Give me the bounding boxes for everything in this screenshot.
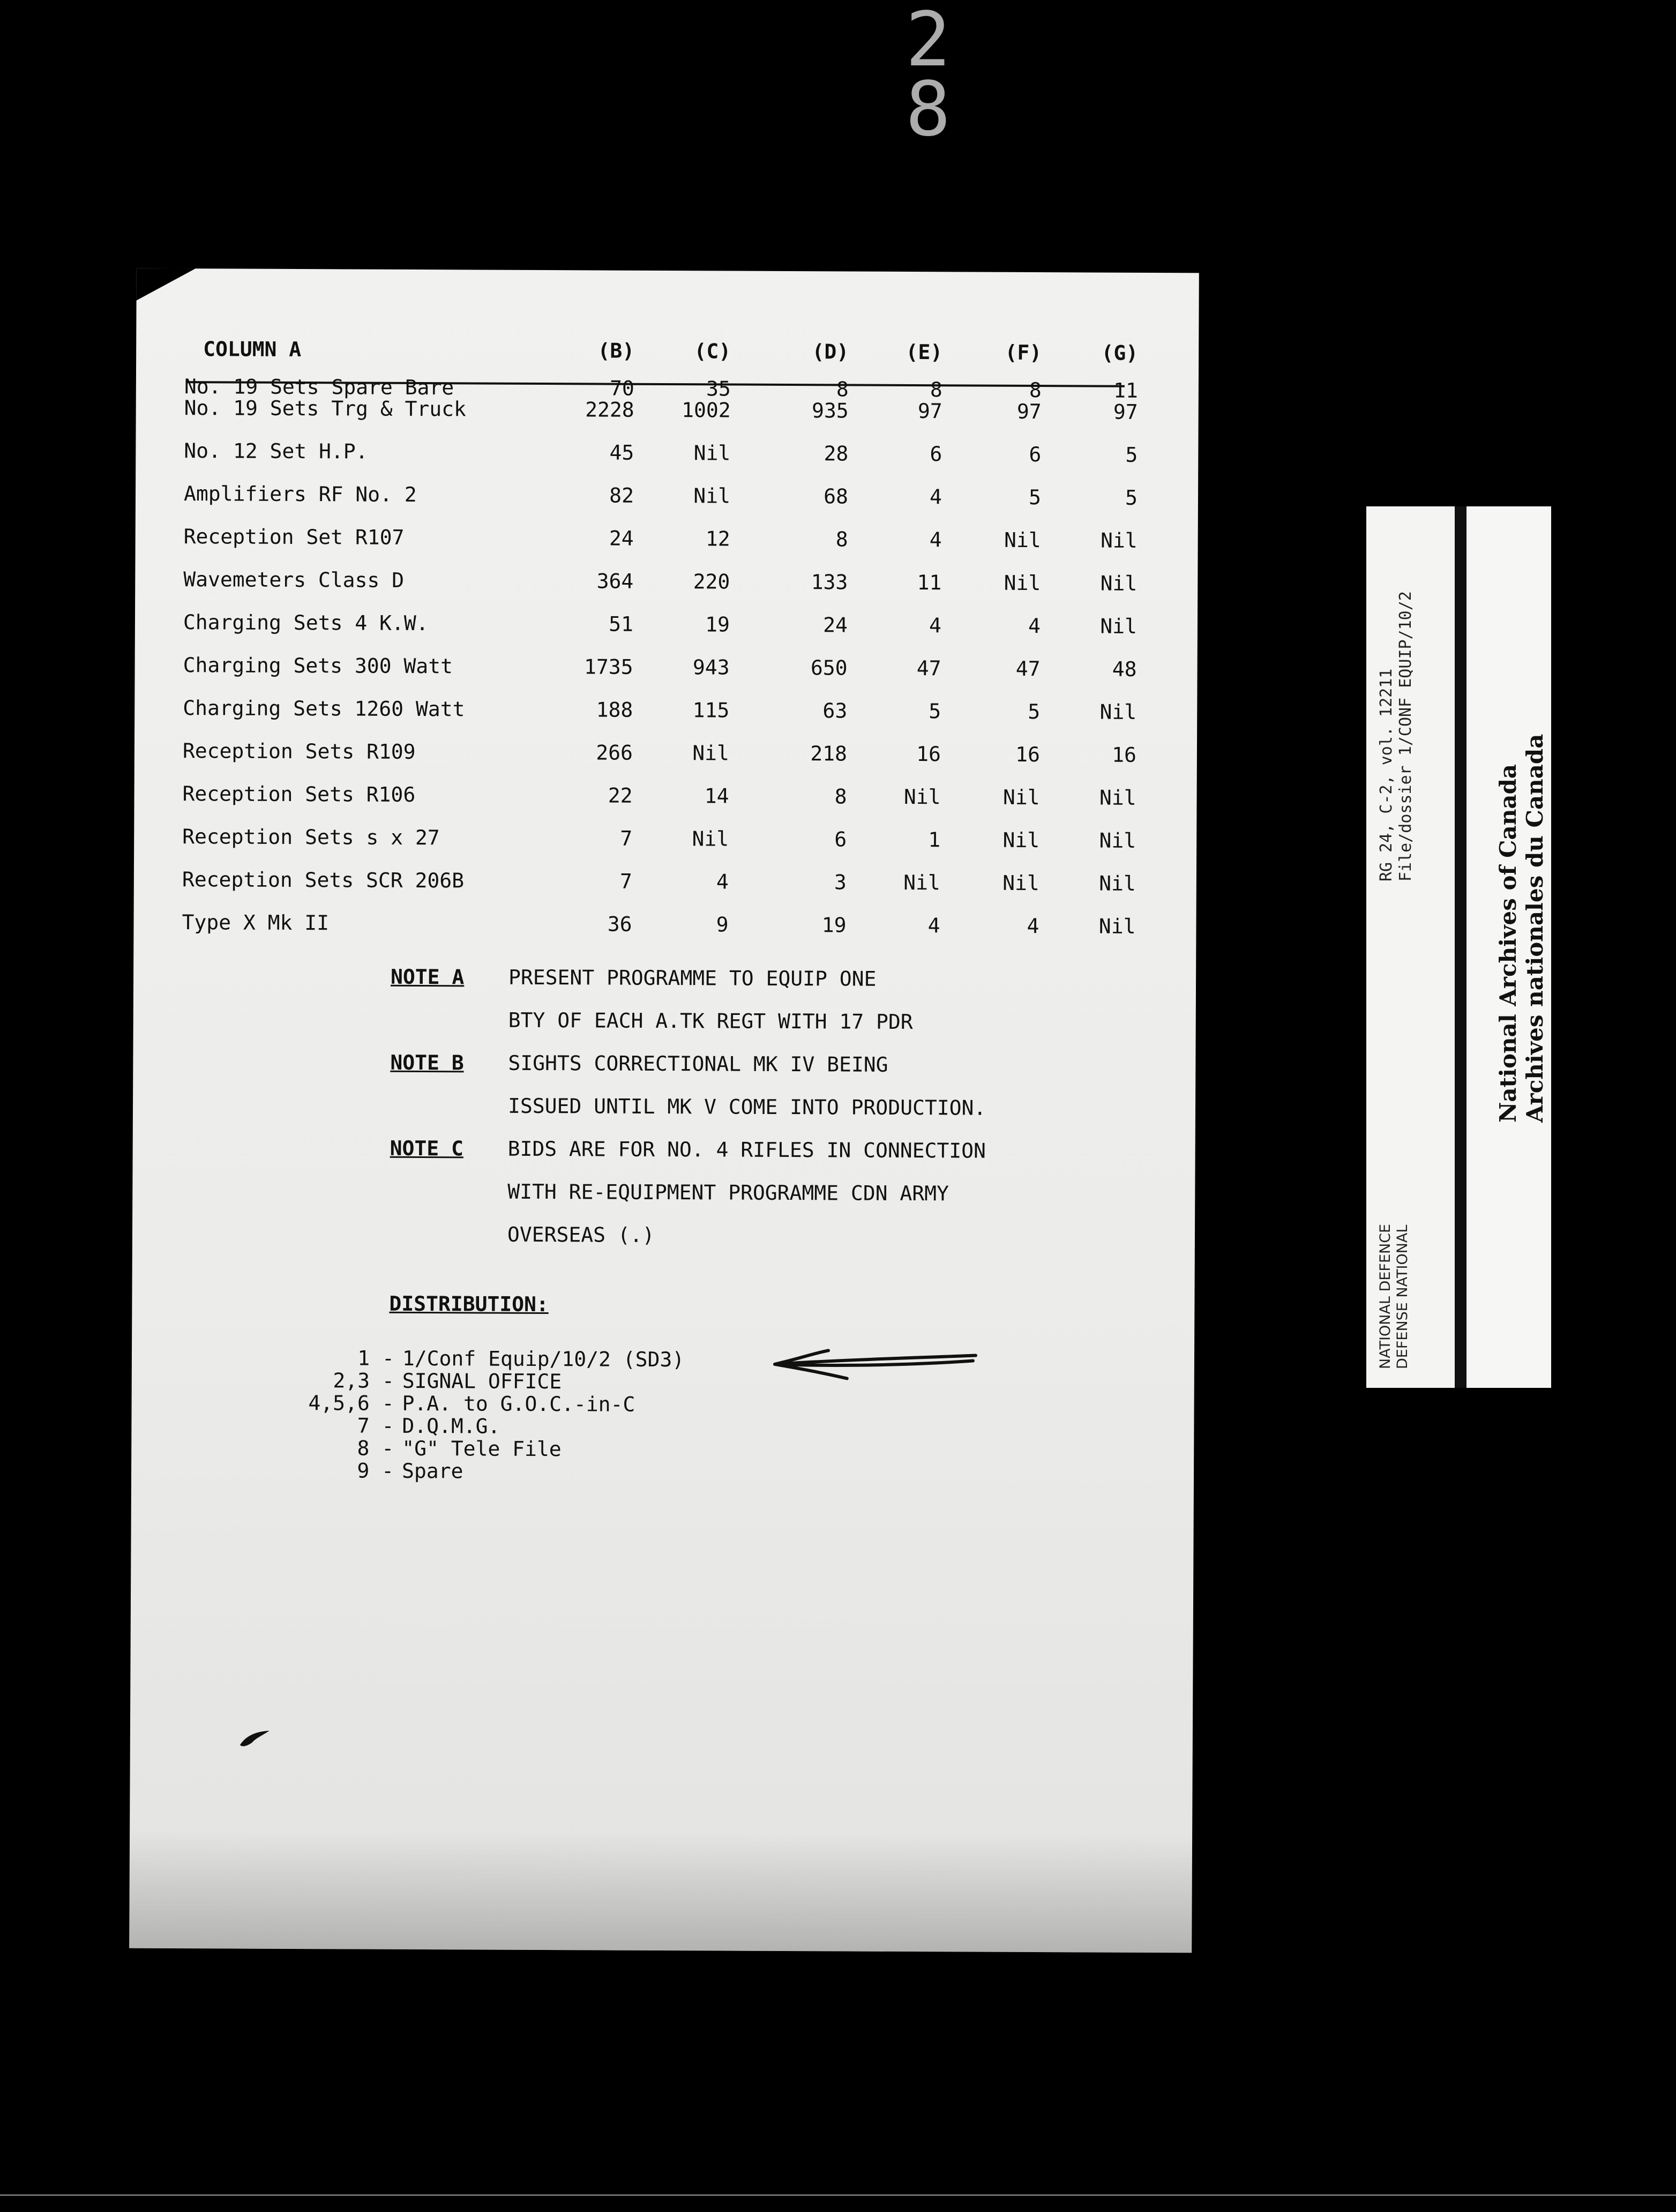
header-column-f: (F) — [1005, 340, 1042, 365]
cell-col-f: Nil — [1004, 571, 1041, 595]
cell-col-b: 45 — [609, 440, 634, 465]
cell-col-d: 133 — [811, 570, 848, 594]
header-column-a: COLUMN A — [203, 337, 302, 362]
cell-col-e: 5 — [929, 699, 941, 723]
cell-col-g: 97 — [1113, 400, 1138, 424]
cell-col-e: 1 — [928, 828, 941, 852]
cell-item: Wavemeters Class D — [183, 567, 405, 592]
cell-col-e: 4 — [929, 614, 942, 638]
table-row — [136, 392, 1199, 429]
cell-col-c: 35 — [706, 377, 731, 401]
header-column-e: (E) — [906, 340, 943, 364]
cell-col-f: 16 — [1015, 742, 1041, 767]
cell-col-g: Nil — [1099, 871, 1136, 895]
department-line-2: DEFENSE NATIONAL — [1394, 1224, 1411, 1369]
cell-col-c: 115 — [692, 698, 730, 722]
header-column-g: (G) — [1101, 341, 1139, 365]
cell-col-c: Nil — [692, 741, 730, 765]
note-c-line-1: BIDS ARE FOR NO. 4 RIFLES IN CONNECTION — [507, 1137, 986, 1163]
distribution-item-number: 1 - — [357, 1346, 395, 1370]
cell-col-c: Nil — [693, 441, 731, 465]
ink-smudge-icon — [237, 1727, 275, 1748]
cell-col-g: Nil — [1100, 528, 1138, 552]
note-a — [133, 960, 1196, 997]
cell-col-d: 935 — [811, 399, 849, 423]
cell-col-b: 364 — [596, 569, 634, 593]
header-column-b: (B) — [597, 339, 635, 363]
distribution-item-number: 9 - — [357, 1459, 394, 1483]
cell-item: Amplifiers RF No. 2 — [183, 482, 417, 506]
distribution-item-number: 4,5,6 - — [308, 1391, 394, 1415]
cell-col-b: 82 — [609, 483, 634, 507]
note-c-label: NOTE C — [390, 1136, 464, 1161]
cell-col-g: Nil — [1100, 571, 1138, 595]
cell-col-g: 16 — [1112, 743, 1137, 767]
cell-col-b: 1735 — [584, 655, 633, 679]
distribution-item-text: "G" Tele File — [402, 1436, 562, 1461]
cell-col-e: Nil — [903, 784, 941, 809]
cell-col-e: 4 — [927, 914, 940, 938]
cell-col-b: 7 — [619, 869, 632, 893]
document-page — [129, 268, 1199, 1953]
equipment-table — [137, 268, 1199, 938]
archive-reference-line-2: File/dossier 1/CONF EQUIP/10/2 — [1396, 591, 1415, 881]
cell-col-c: 12 — [705, 527, 730, 551]
table-row — [136, 520, 1198, 557]
table-row — [134, 692, 1197, 729]
cell-col-e: 97 — [917, 399, 942, 423]
cell-col-d: 218 — [810, 742, 848, 766]
cell-col-b: 22 — [608, 783, 633, 808]
distribution-item-number: 8 - — [357, 1436, 394, 1460]
table-row — [134, 735, 1197, 772]
cell-col-g: Nil — [1100, 614, 1138, 638]
distribution-item-text: D.Q.M.G. — [402, 1414, 500, 1438]
cell-col-e: 8 — [930, 378, 942, 402]
distribution-section — [132, 1287, 1195, 1483]
cell-col-c: Nil — [692, 827, 729, 851]
note-a-line-1: PRESENT PROGRAMME TO EQUIP ONE — [508, 965, 877, 991]
cell-col-c: 14 — [704, 784, 729, 808]
note-a-label: NOTE A — [390, 965, 465, 989]
note-b-line-1: SIGHTS CORRECTIONAL MK IV BEING — [508, 1051, 888, 1077]
cell-col-e: 6 — [930, 442, 942, 466]
distribution-title: DISTRIBUTION: — [389, 1291, 549, 1317]
cell-col-d: 650 — [810, 656, 848, 680]
cell-item: Reception Sets R109 — [182, 739, 416, 764]
cell-col-d: 8 — [835, 527, 848, 551]
cell-item: No. 12 Set H.P. — [184, 439, 368, 464]
notes-section — [133, 960, 1196, 1247]
archive-reference-line-1: RG 24, C-2, vol. 12211 — [1377, 668, 1396, 881]
cell-col-f: 8 — [1029, 378, 1042, 402]
cell-col-b: 70 — [610, 376, 634, 400]
distribution-item-text: 1/Conf Equip/10/2 (SD3) — [402, 1346, 685, 1372]
archive-label-name-strip — [1466, 506, 1551, 1388]
cell-col-d: 19 — [821, 913, 847, 937]
distribution-item-number: 2,3 - — [333, 1369, 394, 1393]
cell-col-c: 943 — [692, 655, 730, 679]
cell-item: No. 19 Sets Trg & Truck — [184, 396, 467, 421]
cell-col-b: 266 — [596, 741, 633, 765]
table-row — [135, 606, 1198, 643]
table-row — [134, 863, 1196, 900]
cell-col-e: 47 — [916, 656, 941, 681]
cell-col-d: 28 — [824, 442, 849, 466]
distribution-item-text: Spare — [401, 1459, 463, 1483]
cell-item: Reception Sets SCR 206B — [182, 868, 465, 893]
cell-col-e: 16 — [916, 742, 941, 766]
table-row — [133, 906, 1196, 943]
archive-label — [1366, 506, 1551, 1388]
cell-col-f: Nil — [1004, 528, 1041, 552]
archive-label-divider — [1455, 506, 1466, 1388]
cell-col-c: 1002 — [682, 398, 731, 422]
cell-col-d: 8 — [836, 377, 849, 401]
table-row — [134, 820, 1196, 857]
cell-col-e: 4 — [930, 485, 942, 509]
bottom-border-line — [0, 2194, 1676, 2196]
cell-col-c: 19 — [705, 612, 730, 637]
archives-name-english: National Archives of Canada — [1495, 764, 1521, 1123]
distribution-item-text: SIGNAL OFFICE — [402, 1369, 562, 1394]
cell-col-d: 63 — [822, 699, 848, 723]
distribution-item-number: 7 - — [357, 1414, 394, 1438]
cell-col-b: 7 — [620, 826, 633, 850]
distribution-item-text: P.A. to G.O.C.-in-C — [402, 1391, 635, 1416]
cell-col-d: 24 — [823, 613, 848, 637]
table-row — [134, 778, 1196, 814]
cell-item: Reception Sets R106 — [182, 782, 416, 806]
cell-col-b: 24 — [609, 526, 634, 550]
archives-name-french: Archives nationales du Canada — [1522, 734, 1548, 1123]
cell-item: Charging Sets 4 K.W. — [183, 610, 429, 636]
cell-col-f: Nil — [1002, 828, 1040, 853]
table-row — [136, 477, 1198, 514]
cell-col-d: 68 — [824, 484, 849, 509]
cell-item: Reception Set R107 — [183, 525, 405, 549]
note-a-cont — [133, 1003, 1196, 1040]
note-c-cont-1 — [132, 1174, 1195, 1211]
cell-col-f: Nil — [1002, 871, 1039, 895]
cell-col-f: 4 — [1028, 614, 1041, 638]
cell-col-g: 48 — [1112, 657, 1137, 681]
distribution-item — [131, 1458, 1194, 1486]
cell-col-b: 36 — [607, 912, 632, 936]
cell-col-c: 4 — [716, 870, 729, 894]
handwritten-arrow-icon — [753, 1348, 978, 1381]
table-header-row — [136, 333, 1199, 370]
note-b — [133, 1045, 1195, 1082]
paper-wear-shading — [129, 1830, 1192, 1953]
dog-ear-corner — [137, 268, 196, 301]
header-column-d: (D) — [812, 340, 849, 364]
cell-col-d: 6 — [834, 827, 847, 851]
cell-col-f: Nil — [1002, 785, 1040, 810]
cell-item: Charging Sets 1260 Watt — [183, 696, 465, 721]
cell-col-f: 4 — [1027, 914, 1039, 938]
cell-col-f: 5 — [1029, 485, 1042, 510]
cell-col-f: 6 — [1029, 442, 1042, 467]
table-row — [134, 649, 1197, 686]
cell-item: Charging Sets 300 Watt — [183, 653, 453, 678]
cell-col-d: 3 — [834, 870, 847, 894]
cell-col-g: Nil — [1099, 828, 1136, 853]
note-b-line-2: ISSUED UNTIL MK V COME INTO PRODUCTION. — [507, 1094, 986, 1120]
cell-col-f: 5 — [1028, 699, 1041, 724]
cell-col-e: Nil — [903, 870, 940, 895]
cell-col-c: 220 — [693, 570, 730, 594]
cell-col-c: Nil — [693, 484, 731, 508]
cell-item: No. 19 Sets Spare Bare — [184, 375, 454, 400]
cell-item: Type X Mk II — [182, 910, 330, 935]
cell-item: Reception Sets s x 27 — [182, 825, 440, 850]
cell-col-f: 47 — [1015, 656, 1041, 681]
cell-col-e: 11 — [917, 571, 942, 595]
table-row — [135, 563, 1198, 600]
note-b-cont — [133, 1088, 1195, 1125]
cell-col-b: 2228 — [585, 398, 634, 422]
note-c-line-2: WITH RE-EQUIPMENT PROGRAMME CDN ARMY — [507, 1179, 949, 1206]
note-c — [133, 1131, 1195, 1168]
cell-col-b: 51 — [609, 612, 634, 636]
cell-col-f: 97 — [1016, 399, 1042, 424]
cell-col-e: 4 — [929, 528, 942, 552]
header-column-c: (C) — [694, 339, 731, 363]
cell-col-g: Nil — [1098, 914, 1136, 938]
note-c-cont-2 — [132, 1217, 1195, 1254]
department-line-1: NATIONAL DEFENCE — [1377, 1223, 1394, 1369]
cell-col-g: Nil — [1099, 786, 1136, 810]
cell-col-g: Nil — [1099, 700, 1137, 724]
frame-number: 2 8 — [906, 0, 972, 153]
cell-col-d: 8 — [834, 784, 847, 809]
note-b-label: NOTE B — [390, 1050, 464, 1075]
cell-col-c: 9 — [716, 913, 729, 937]
table-row — [136, 435, 1198, 472]
cell-col-b: 188 — [596, 698, 633, 722]
note-c-line-3: OVERSEAS (.) — [507, 1222, 655, 1247]
cell-col-g: 5 — [1125, 443, 1138, 467]
note-a-line-2: BTY OF EACH A.TK REGT WITH 17 PDR — [508, 1008, 913, 1034]
cell-col-g: 5 — [1125, 485, 1138, 510]
archive-label-reference-strip — [1366, 506, 1455, 1388]
cell-col-g: 11 — [1113, 378, 1138, 402]
